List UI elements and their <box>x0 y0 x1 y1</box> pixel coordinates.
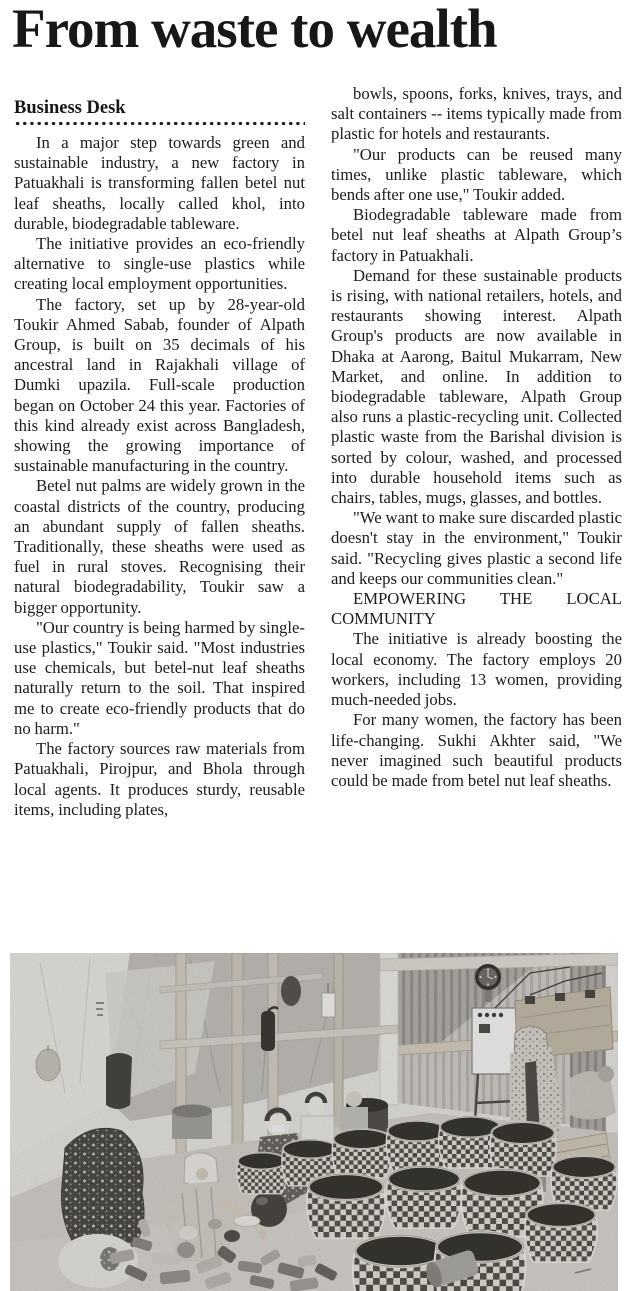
article-body <box>14 84 623 950</box>
column-right <box>331 84 622 950</box>
left-paragraphs <box>14 133 305 820</box>
paragraph: For many women, the factory has been life-changing. Sukhi Akhter said, "We never imagined such beautiful products could be made from betel nut leaf sheaths. <box>331 710 622 790</box>
paragraph: "Our country is being harmed by single-use plastics," Toukir said. "Most industries use chemicals, but betel-nut leaf sheaths naturally return to the soil. That inspired me to create eco-friendly products that do no harm." <box>14 617 305 738</box>
paragraph: The factory, set up by 28-year-old Toukir Ahmed Sabab, founder of Alpath Group, is built on 35 decimals of his ancestral land in Rajakhali village of Dumki upazila. Full-scale production began on October 24 this year. Factories of this kind already exist across Bangladesh, showing the growing importance of sustainable manufacturing in the country. <box>14 294 305 476</box>
paragraph: "We want to make sure discarded plastic doesn't stay in the environment," Toukir said. "Recycling gives plastic a second life and keeps our communities clean." <box>331 508 622 588</box>
paragraph: The factory sources raw materials from Patuakhali, Pirojpur, and Bhola through local agents. It produces sturdy, reusable items, including plates, <box>14 739 305 819</box>
paragraph: Betel nut palms are widely grown in the coastal districts of the country, producing an abundant supply of fallen sheaths. Traditionally, these sheaths were used as fuel in rural stoves. Recognising their natural biodegradability, Toukir saw a bigger opportunity. <box>14 476 305 617</box>
paragraph: "Our products can be reused many times, unlike plastic tableware, which bends after one use," Toukir added. <box>331 144 622 205</box>
paragraph: bowls, spoons, forks, knives, trays, and salt containers -- items typically made from plastic for hotels and restaurants. <box>331 84 622 144</box>
dotted-rule <box>14 121 305 126</box>
paragraph: In a major step towards green and sustainable industry, a new factory in Patuakhali is transforming fallen betel nut leaf sheaths, locally called khol, into durable, biodegradable tableware. <box>14 133 305 233</box>
column-left <box>14 84 305 950</box>
paragraph: The initiative is already boosting the local economy. The factory employs 20 workers, including 13 women, providing much-needed jobs. <box>331 629 622 710</box>
paragraph: Biodegradable tableware made from betel nut leaf sheaths at Alpath Group’s factory in Patuakhali. <box>331 205 622 265</box>
paragraph: EMPOWERING THE LOCAL COMMUNITY <box>331 589 622 629</box>
byline: Business Desk <box>14 98 126 118</box>
article-photo <box>10 953 618 1291</box>
paragraph: Demand for these sustainable products is rising, with national retailers, hotels, and restaurants showing interest. Alpath Group's products are now available in Dhaka at Aarong, Baitul Mukarram, New Market, and online. In addition to biodegradable tableware, Alpath Group also runs a plastic-recycling unit. Collected plastic waste from the Barishal division is sorted by colour, washed, and processed into durable household items such as chairs, tables, mugs, glasses, and bottles. <box>331 265 622 508</box>
photo-illustration <box>10 953 618 1291</box>
right-paragraphs <box>331 84 622 791</box>
headline: From waste to wealth <box>12 0 497 59</box>
grain-overlay <box>10 953 618 1291</box>
paragraph: The initiative provides an eco-friendly alternative to single-use plastics while creating local employment opportunities. <box>14 234 305 294</box>
